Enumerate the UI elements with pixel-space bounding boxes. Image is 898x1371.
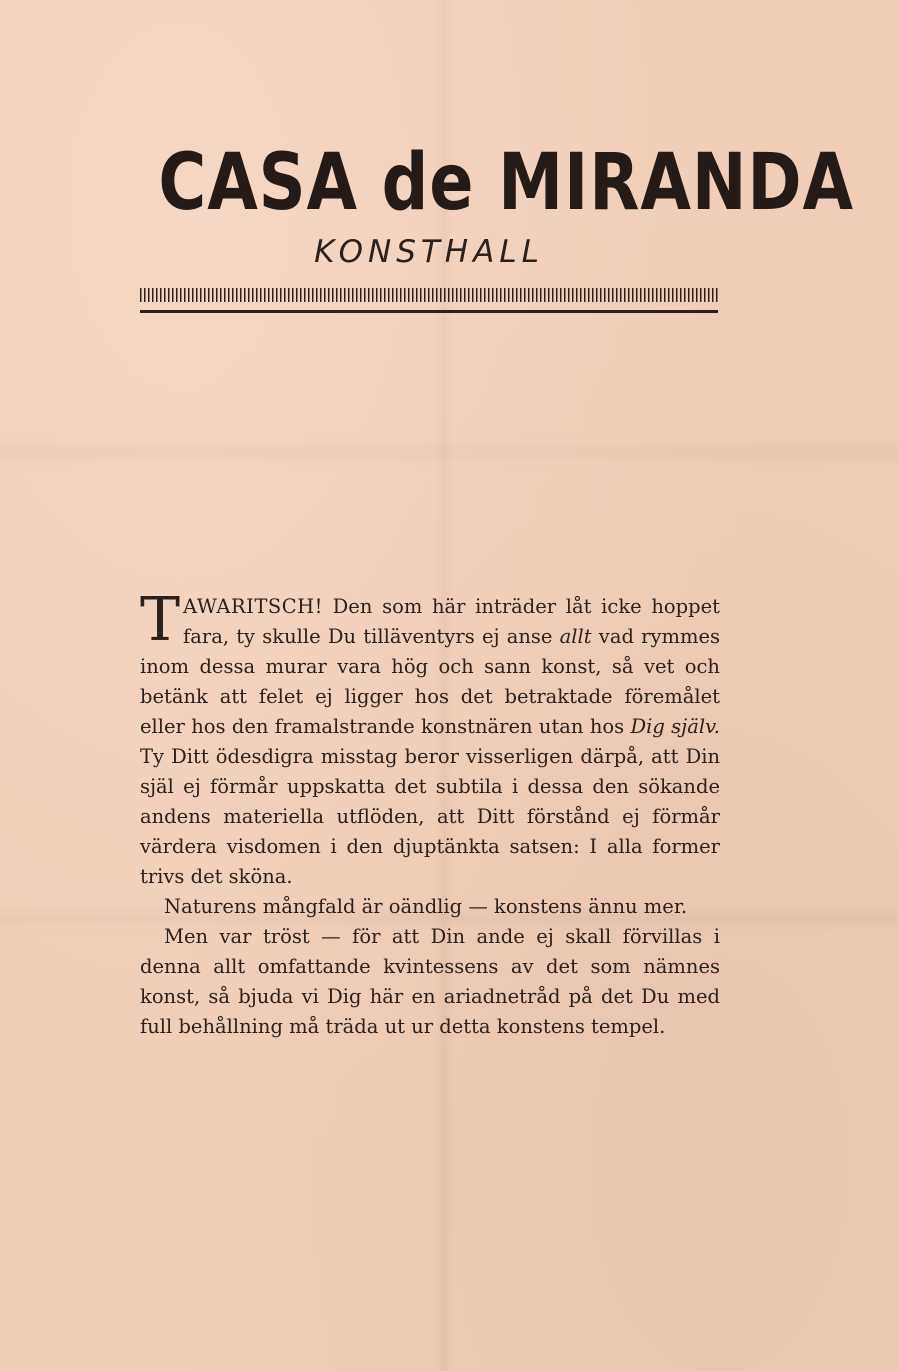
paragraph-1-text-b: vad rymmes inom dessa murar vara hög och sann konst, så vet och betänk att felet ej ligger hos det betraktade föremålet eller hos den framalstrande konstnären utan hos (140, 625, 721, 738)
paragraph-2: Naturens mångfald är oändlig — konstens ännu mer. (164, 895, 688, 918)
opening-word: AWARITSCH! (183, 595, 323, 618)
paragraph-1-text-a: Den som här inträder låt icke hoppet fara, ty skulle Du tilläventyrs ej anse (183, 595, 720, 648)
decorative-solid-rule (140, 310, 718, 313)
drop-cap: T (140, 585, 181, 655)
paragraph-1-text-c: Ty Ditt ödesdigra misstag beror visserligen därpå, att Din själ ej förmår uppskatta det subtila i dessa den sökande andens materiella utflöden, att Ditt förstånd ej förmår värdera visdomen i den djuptänkta satsen: I alla former trivs det sköna. (140, 745, 720, 888)
gallery-title: CASA de MIRANDA (158, 138, 854, 228)
gallery-subtitle: KONSTHALL (314, 234, 544, 270)
emphasis-dig-sjalv: Dig själv. (630, 715, 720, 738)
paragraph-1 (140, 585, 721, 892)
emphasis-allt: allt (559, 625, 592, 648)
decorative-hatch-rule (140, 288, 718, 302)
body-text (140, 585, 721, 1042)
paragraph-3: Men var tröst — för att Din ande ej skall förvillas i denna allt omfattande kvintessens av det som nämnes konst, så bjuda vi Dig här en ariadnetråd på det Du med full behållning må träda ut ur detta konstens tempel. (140, 925, 720, 1038)
